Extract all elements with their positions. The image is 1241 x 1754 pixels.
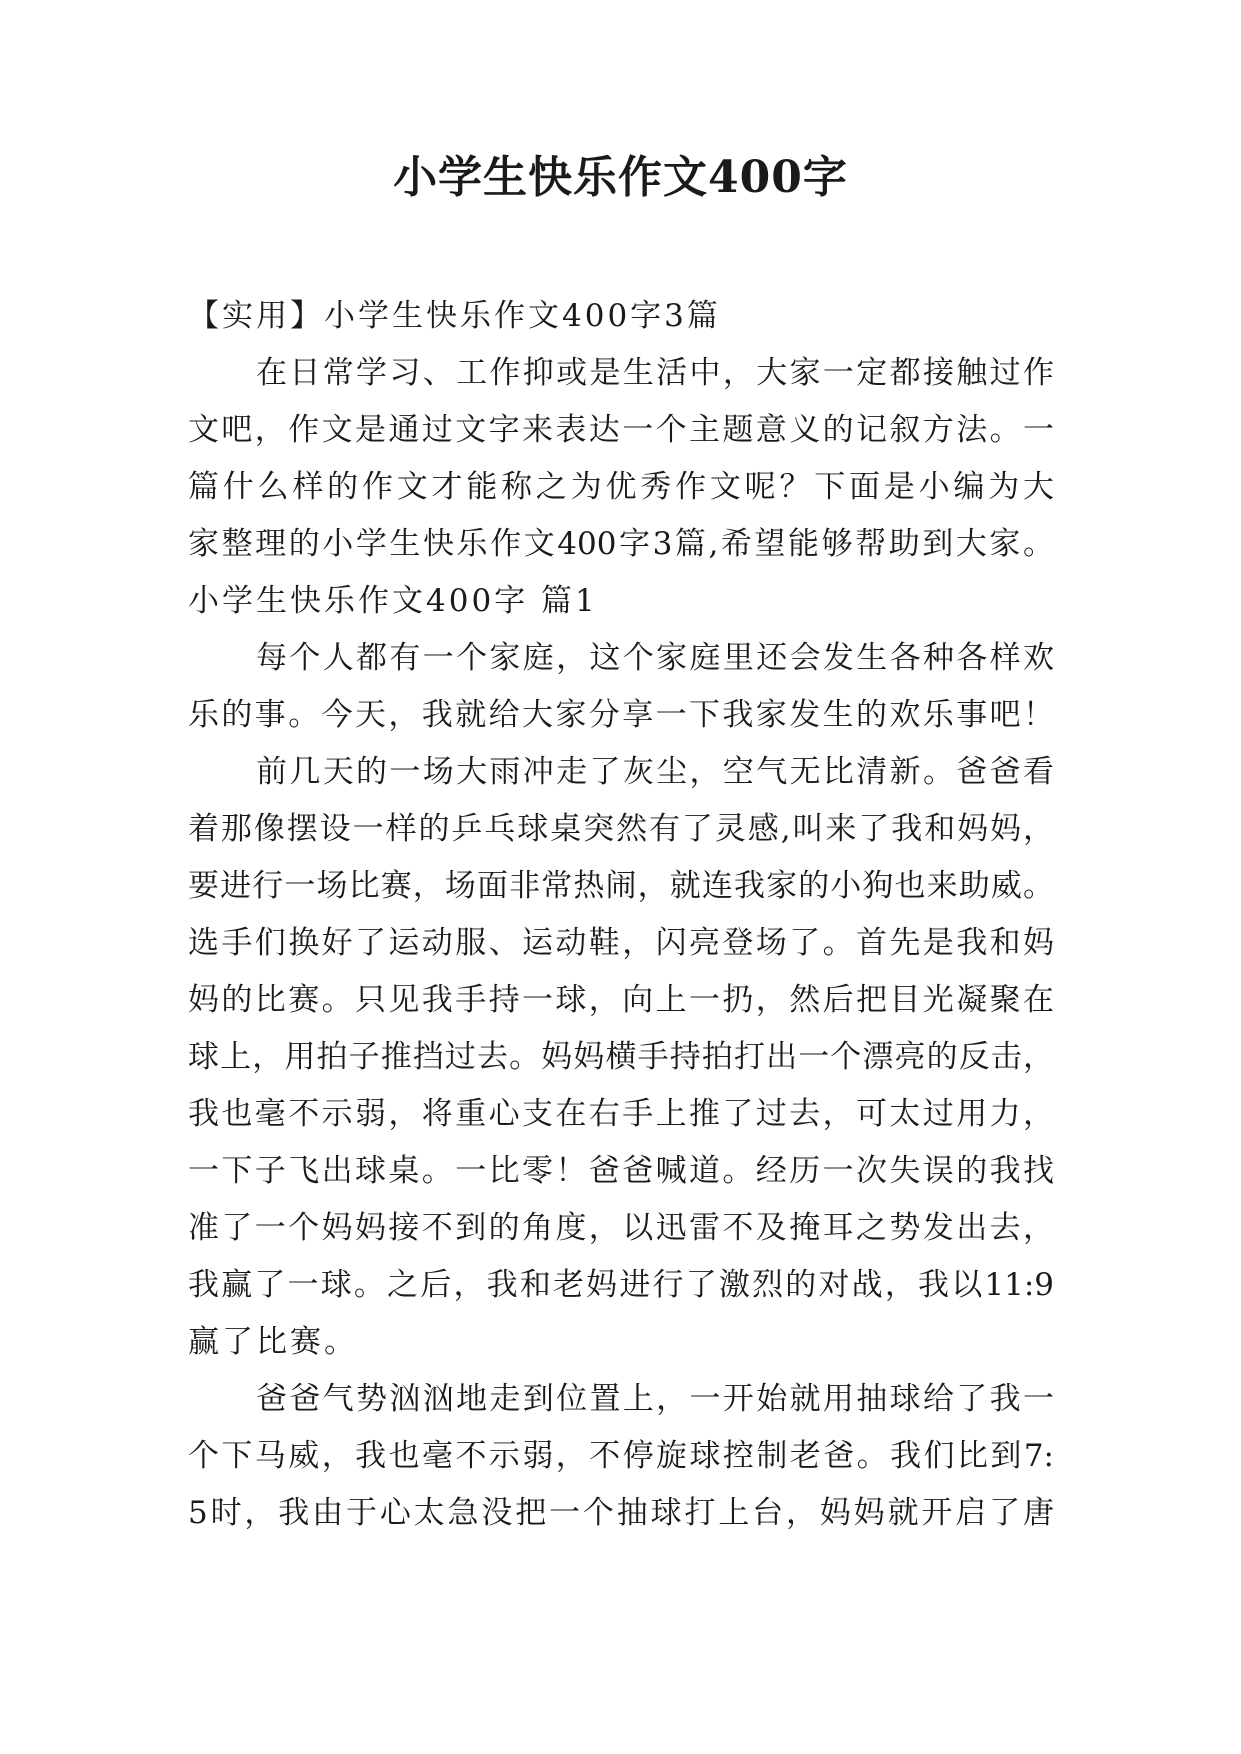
paragraph-line: 一下子飞出球桌。一比零！爸爸喊道。经历一次失误的我找	[188, 1153, 1054, 1189]
paragraph-line: 我也毫不示弱，将重心支在右手上推了过去，可太过用力，	[188, 1096, 1054, 1132]
subtitle-line: 【实用】小学生快乐作文400字3篇	[188, 298, 721, 334]
paragraph-line: 赢了比赛。	[188, 1324, 358, 1360]
paragraph-line: 家整理的小学生快乐作文400字3篇,希望能够帮助到大家。	[188, 526, 1054, 562]
paragraph-line: 乐的事。今天，我就给大家分享一下我家发生的欢乐事吧！	[188, 697, 1054, 733]
paragraph-line: 前几天的一场大雨冲走了灰尘，空气无比清新。爸爸看	[256, 754, 1054, 790]
paragraph-line: 要进行一场比赛，场面非常热闹，就连我家的小狗也来助威。	[188, 868, 1054, 904]
paragraph-line: 选手们换好了运动服、运动鞋，闪亮登场了。首先是我和妈	[188, 925, 1054, 961]
paragraph-line: 我赢了一球。之后，我和老妈进行了激烈的对战，我以11:9	[188, 1267, 1054, 1303]
document-title: 小学生快乐作文400字	[393, 152, 848, 203]
paragraph-line: 5时，我由于心太急没把一个抽球打上台，妈妈就开启了唐	[188, 1495, 1054, 1531]
paragraph-line: 着那像摆设一样的乒乓球桌突然有了灵感,叫来了我和妈妈，	[188, 811, 1054, 847]
paragraph-line: 球上，用拍子推挡过去。妈妈横手持拍打出一个漂亮的反击，	[188, 1039, 1054, 1075]
paragraph-line: 妈的比赛。只见我手持一球，向上一扔，然后把目光凝聚在	[188, 982, 1054, 1018]
section-heading: 小学生快乐作文400字 篇1	[188, 583, 598, 619]
document-body	[188, 288, 1054, 1542]
paragraph-line: 每个人都有一个家庭，这个家庭里还会发生各种各样欢	[256, 640, 1054, 676]
paragraph-line: 爸爸气势汹汹地走到位置上，一开始就用抽球给了我一	[256, 1381, 1054, 1417]
paragraph-line: 文吧，作文是通过文字来表达一个主题意义的记叙方法。一	[188, 412, 1054, 448]
paragraph-line: 准了一个妈妈接不到的角度，以迅雷不及掩耳之势发出去，	[188, 1210, 1054, 1246]
paragraph-line: 个下马威，我也毫不示弱，不停旋球控制老爸。我们比到7:	[188, 1438, 1054, 1474]
paragraph-line: 篇什么样的作文才能称之为优秀作文呢？下面是小编为大	[188, 469, 1054, 505]
paragraph-line: 在日常学习、工作抑或是生活中，大家一定都接触过作	[256, 355, 1054, 391]
